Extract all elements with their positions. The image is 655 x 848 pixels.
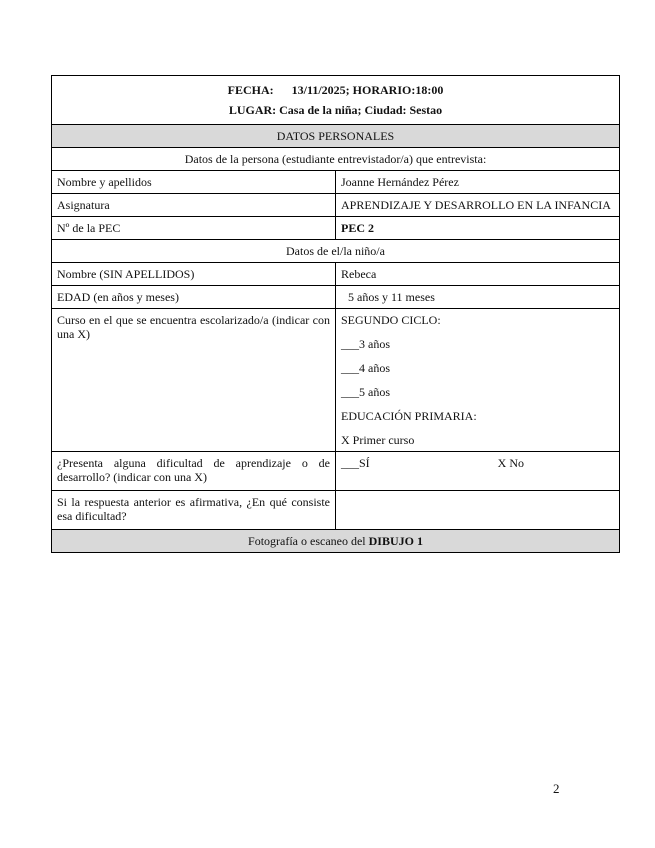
lugar-line: LUGAR: Casa de la niña; Ciudad: Sestao [228,103,443,117]
pec-label: Nº de la PEC [52,217,336,240]
dibujo-heading [52,530,620,553]
asignatura-label: Asignatura [52,194,336,217]
explicacion-value [336,491,620,530]
asignatura-value: APRENDIZAJE Y DESARROLLO EN LA INFANCIA [336,194,620,217]
footer-row [52,530,620,553]
page-number: 2 [553,781,560,796]
dificultad-options [336,452,620,491]
curso-option-3-anos: ___3 años [341,337,390,351]
curso-option-segundo-ciclo: SEGUNDO CICLO: [341,313,441,327]
fecha-label: FECHA: [227,83,274,97]
table-row [52,263,620,286]
section-row-entrevistador [52,148,620,171]
table-row [52,309,620,452]
nombre-nino-value: Rebeca [336,263,620,286]
edad-label: EDAD (en años y meses) [52,286,336,309]
table-row [52,194,620,217]
table-row [52,217,620,240]
interview-form-table [51,75,620,553]
curso-option-primer-curso: X Primer curso [341,433,415,447]
section-row-datos-personales [52,125,620,148]
section-heading-nino: Datos de el/la niño/a [52,240,620,263]
curso-label: Curso en el que se encuentra escolarizado/a (indicar con una X) [52,309,336,452]
nombre-label: Nombre y apellidos [52,171,336,194]
dificultad-si: ___SÍ [341,456,370,470]
edad-value: 5 años y 11 meses [336,286,620,309]
dificultad-no: X No [497,456,525,470]
curso-option-4-anos: ___4 años [341,361,390,375]
fecha-value: 13/11/2025; HORARIO:18:00 [291,83,444,97]
curso-options [336,309,620,452]
table-row [52,452,620,491]
fecha-line [57,80,614,100]
section-heading-entrevistador: Datos de la persona (estudiante entrevistador/a) que entrevista: [52,148,620,171]
header-cell [52,76,620,125]
nombre-value: Joanne Hernández Pérez [336,171,620,194]
nombre-nino-label: Nombre (SIN APELLIDOS) [52,263,336,286]
table-row [52,171,620,194]
explicacion-label: Si la respuesta anterior es afirmativa, ¿En qué consiste esa dificultad? [52,491,336,530]
header-row [52,76,620,125]
dibujo-bold: DIBUJO 1 [368,534,423,548]
section-heading-datos-personales: DATOS PERSONALES [52,125,620,148]
curso-option-5-anos: ___5 años [341,385,390,399]
curso-option-primaria: EDUCACIÓN PRIMARIA: [341,409,477,423]
dibujo-prefix: Fotografía o escaneo del [248,534,369,548]
table-row [52,286,620,309]
table-row [52,491,620,530]
section-row-nino [52,240,620,263]
pec-value: PEC 2 [336,217,620,240]
dificultad-label: ¿Presenta alguna dificultad de aprendizaje o de desarrollo? (indicar con una X) [52,452,336,491]
